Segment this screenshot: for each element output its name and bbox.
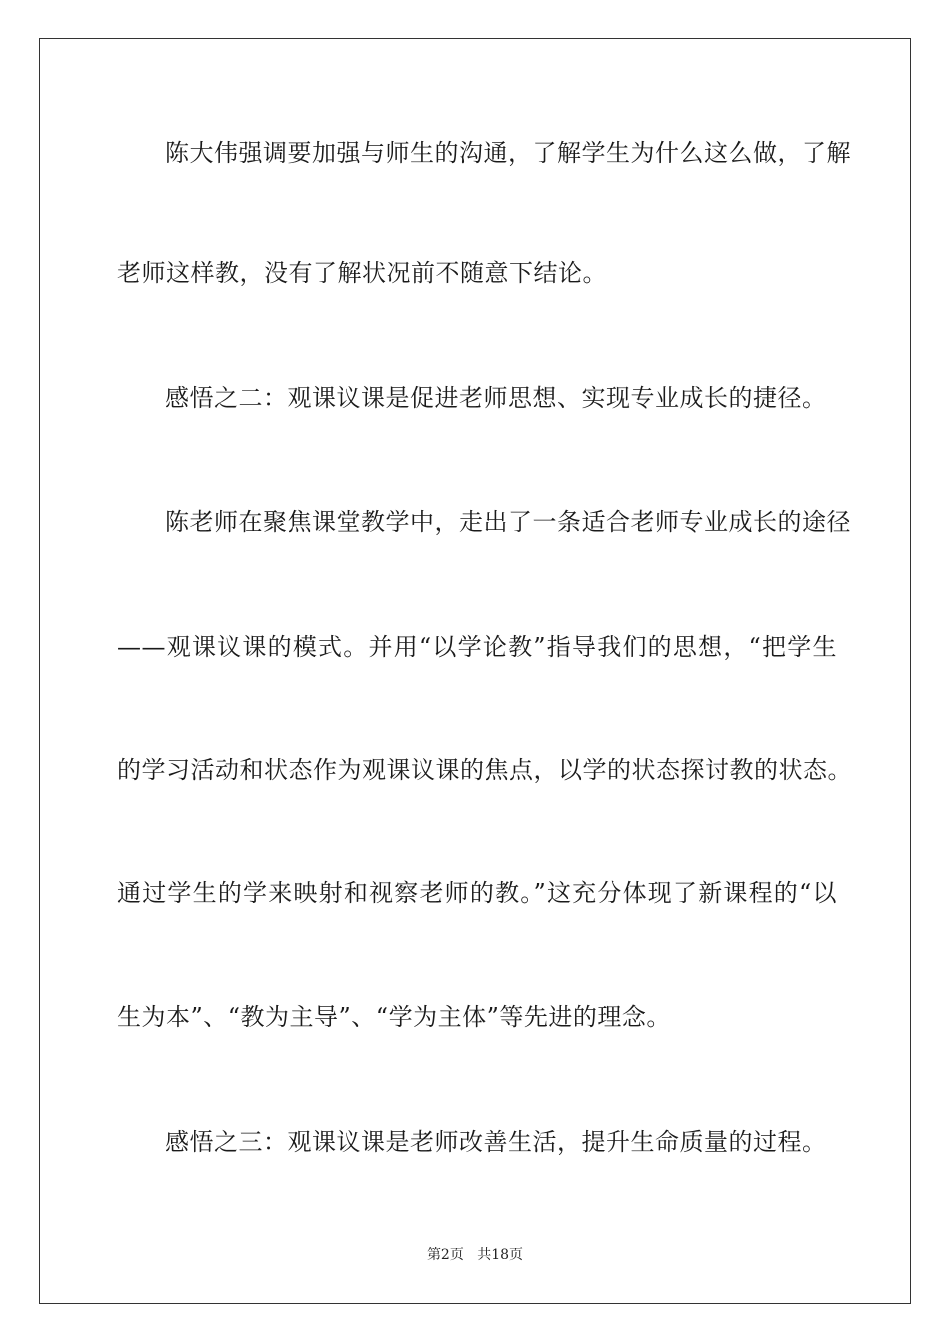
page-footer [0, 1246, 950, 1264]
body-line-8: 生为本”、“教为主导”、“学为主体”等先进的理念。 [117, 1003, 671, 1031]
body-line-9: 感悟之三：观课议课是老师改善生活，提升生命质量的过程。 [165, 1128, 827, 1156]
page-number: 第2页 [426, 1247, 464, 1263]
body-line-7: 通过学生的学来映射和视察老师的教。”这充分体现了新课程的“以 [117, 879, 837, 907]
page-frame [39, 38, 911, 1304]
body-line-6: 的学习活动和状态作为观课议课的焦点，以学的状态探讨教的状态。 [117, 756, 852, 784]
body-line-3: 感悟之二：观课议课是促进老师思想、实现专业成长的捷径。 [165, 384, 827, 412]
body-line-1: 陈大伟强调要加强与师生的沟通，了解学生为什么这么做，了解 [165, 139, 851, 167]
body-line-2: 老师这样教，没有了解状况前不随意下结论。 [117, 259, 607, 287]
body-line-5: ——观课议课的模式。并用“以学论教”指导我们的思想，“把学生 [117, 633, 837, 661]
body-line-4: 陈老师在聚焦课堂教学中，走出了一条适合老师专业成长的途径 [165, 508, 851, 536]
page-total: 共18页 [477, 1247, 524, 1263]
